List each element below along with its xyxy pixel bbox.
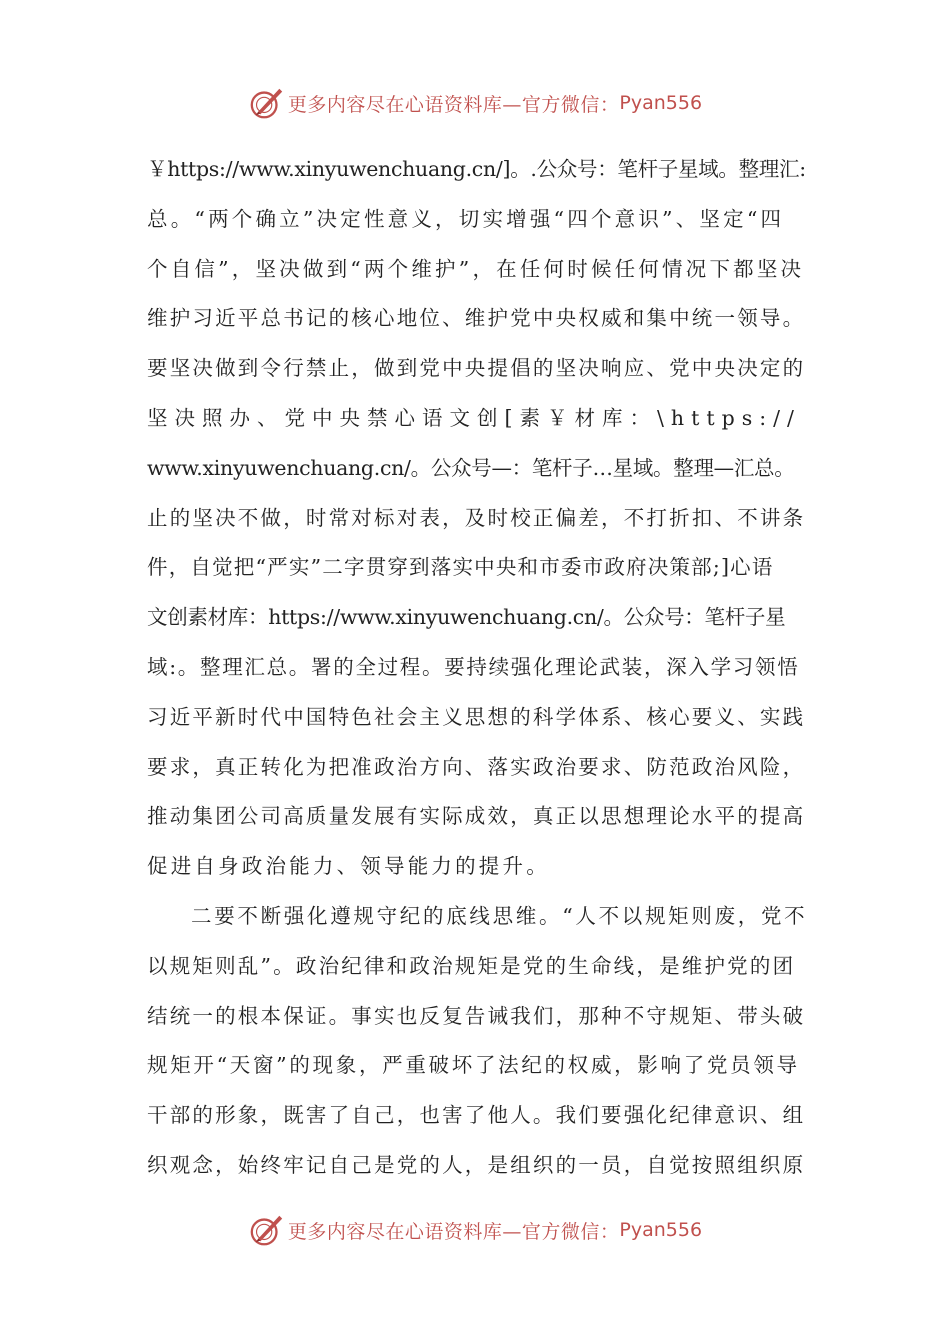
- header-wechat-id: Pyan556: [619, 92, 703, 114]
- header-banner: [0, 78, 950, 128]
- body-line: 总。“两个确立”决定性意义，切实增强“四个意识”、坚定“四: [147, 206, 785, 231]
- body-line: 结统一的根本保证。事实也反复告诫我们，那种不守规矩、带头破: [147, 1003, 806, 1028]
- body-line: 要求，真正转化为把准政治方向、落实政治要求、防范政治风险，: [147, 754, 806, 779]
- body-line: 促进自身政治能力、领导能力的提升。: [147, 854, 550, 879]
- body-line: 以规矩则乱”。政治纪律和政治规矩是党的生命线，是维护党的团: [147, 953, 796, 978]
- body-line: 文创素材库：https://www.xinyuwenchuang.cn/。公众号：笔杆子星: [147, 605, 786, 630]
- footer-wechat-id: Pyan556: [619, 1219, 703, 1241]
- footer-text: 更多内容尽在心语资料库—官方微信：: [287, 1220, 620, 1243]
- body-line: 要坚决做到令行禁止，做到党中央提倡的坚决响应、党中央决定的: [147, 356, 806, 381]
- body-line: 个自信”，坚决做到“两个维护”，在任何时候任何情况下都坚决: [147, 256, 805, 281]
- body-line: 规矩开“天窗”的现象，严重破坏了法纪的权威，影响了党员领导: [147, 1053, 800, 1078]
- body-line: 坚决照办、党中央禁心语文创[素￥材库：\https://: [147, 405, 801, 430]
- body-line: 止的坚决不做，时常对标对表，及时校正偏差，不打折扣、不讲条: [147, 505, 806, 530]
- body-line: 习近平新时代中国特色社会主义思想的科学体系、核心要义、实践: [147, 704, 806, 729]
- body-line: www.xinyuwenchuang.cn/。公众号—：笔杆子…星域。整理—汇总。: [147, 455, 795, 480]
- brush-logo-icon: [248, 1211, 286, 1249]
- footer-banner: [0, 1205, 950, 1255]
- header-text: 更多内容尽在心语资料库—官方微信：: [287, 93, 620, 116]
- body-line: 织观念，始终牢记自己是党的人，是组织的一员，自觉按照组织原: [147, 1152, 806, 1177]
- body-line: 件，自觉把“严实”二字贯穿到落实中央和市委市政府决策部;]心语: [147, 555, 774, 580]
- body-line: ￥https://www.xinyuwenchuang.cn/]。.公众号：笔杆子星域。整理汇:: [147, 157, 806, 181]
- paragraph-first-line: 二要不断强化遵规守纪的底线思维。“人不以规矩则废，党不: [191, 903, 808, 928]
- body-line: 维护习近平总书记的核心地位、维护党中央权威和集中统一领导。: [147, 306, 806, 331]
- brush-logo-icon: [248, 84, 286, 122]
- document-body: [147, 145, 807, 1191]
- body-line: 干部的形象，既害了自己，也害了他人。我们要强化纪律意识、组: [147, 1103, 806, 1128]
- body-line: 域:。整理汇总。署的全过程。要持续强化理论武装，深入学习领悟: [147, 654, 800, 679]
- body-line: 推动集团公司高质量发展有实际成效，真正以思想理论水平的提高: [147, 804, 806, 829]
